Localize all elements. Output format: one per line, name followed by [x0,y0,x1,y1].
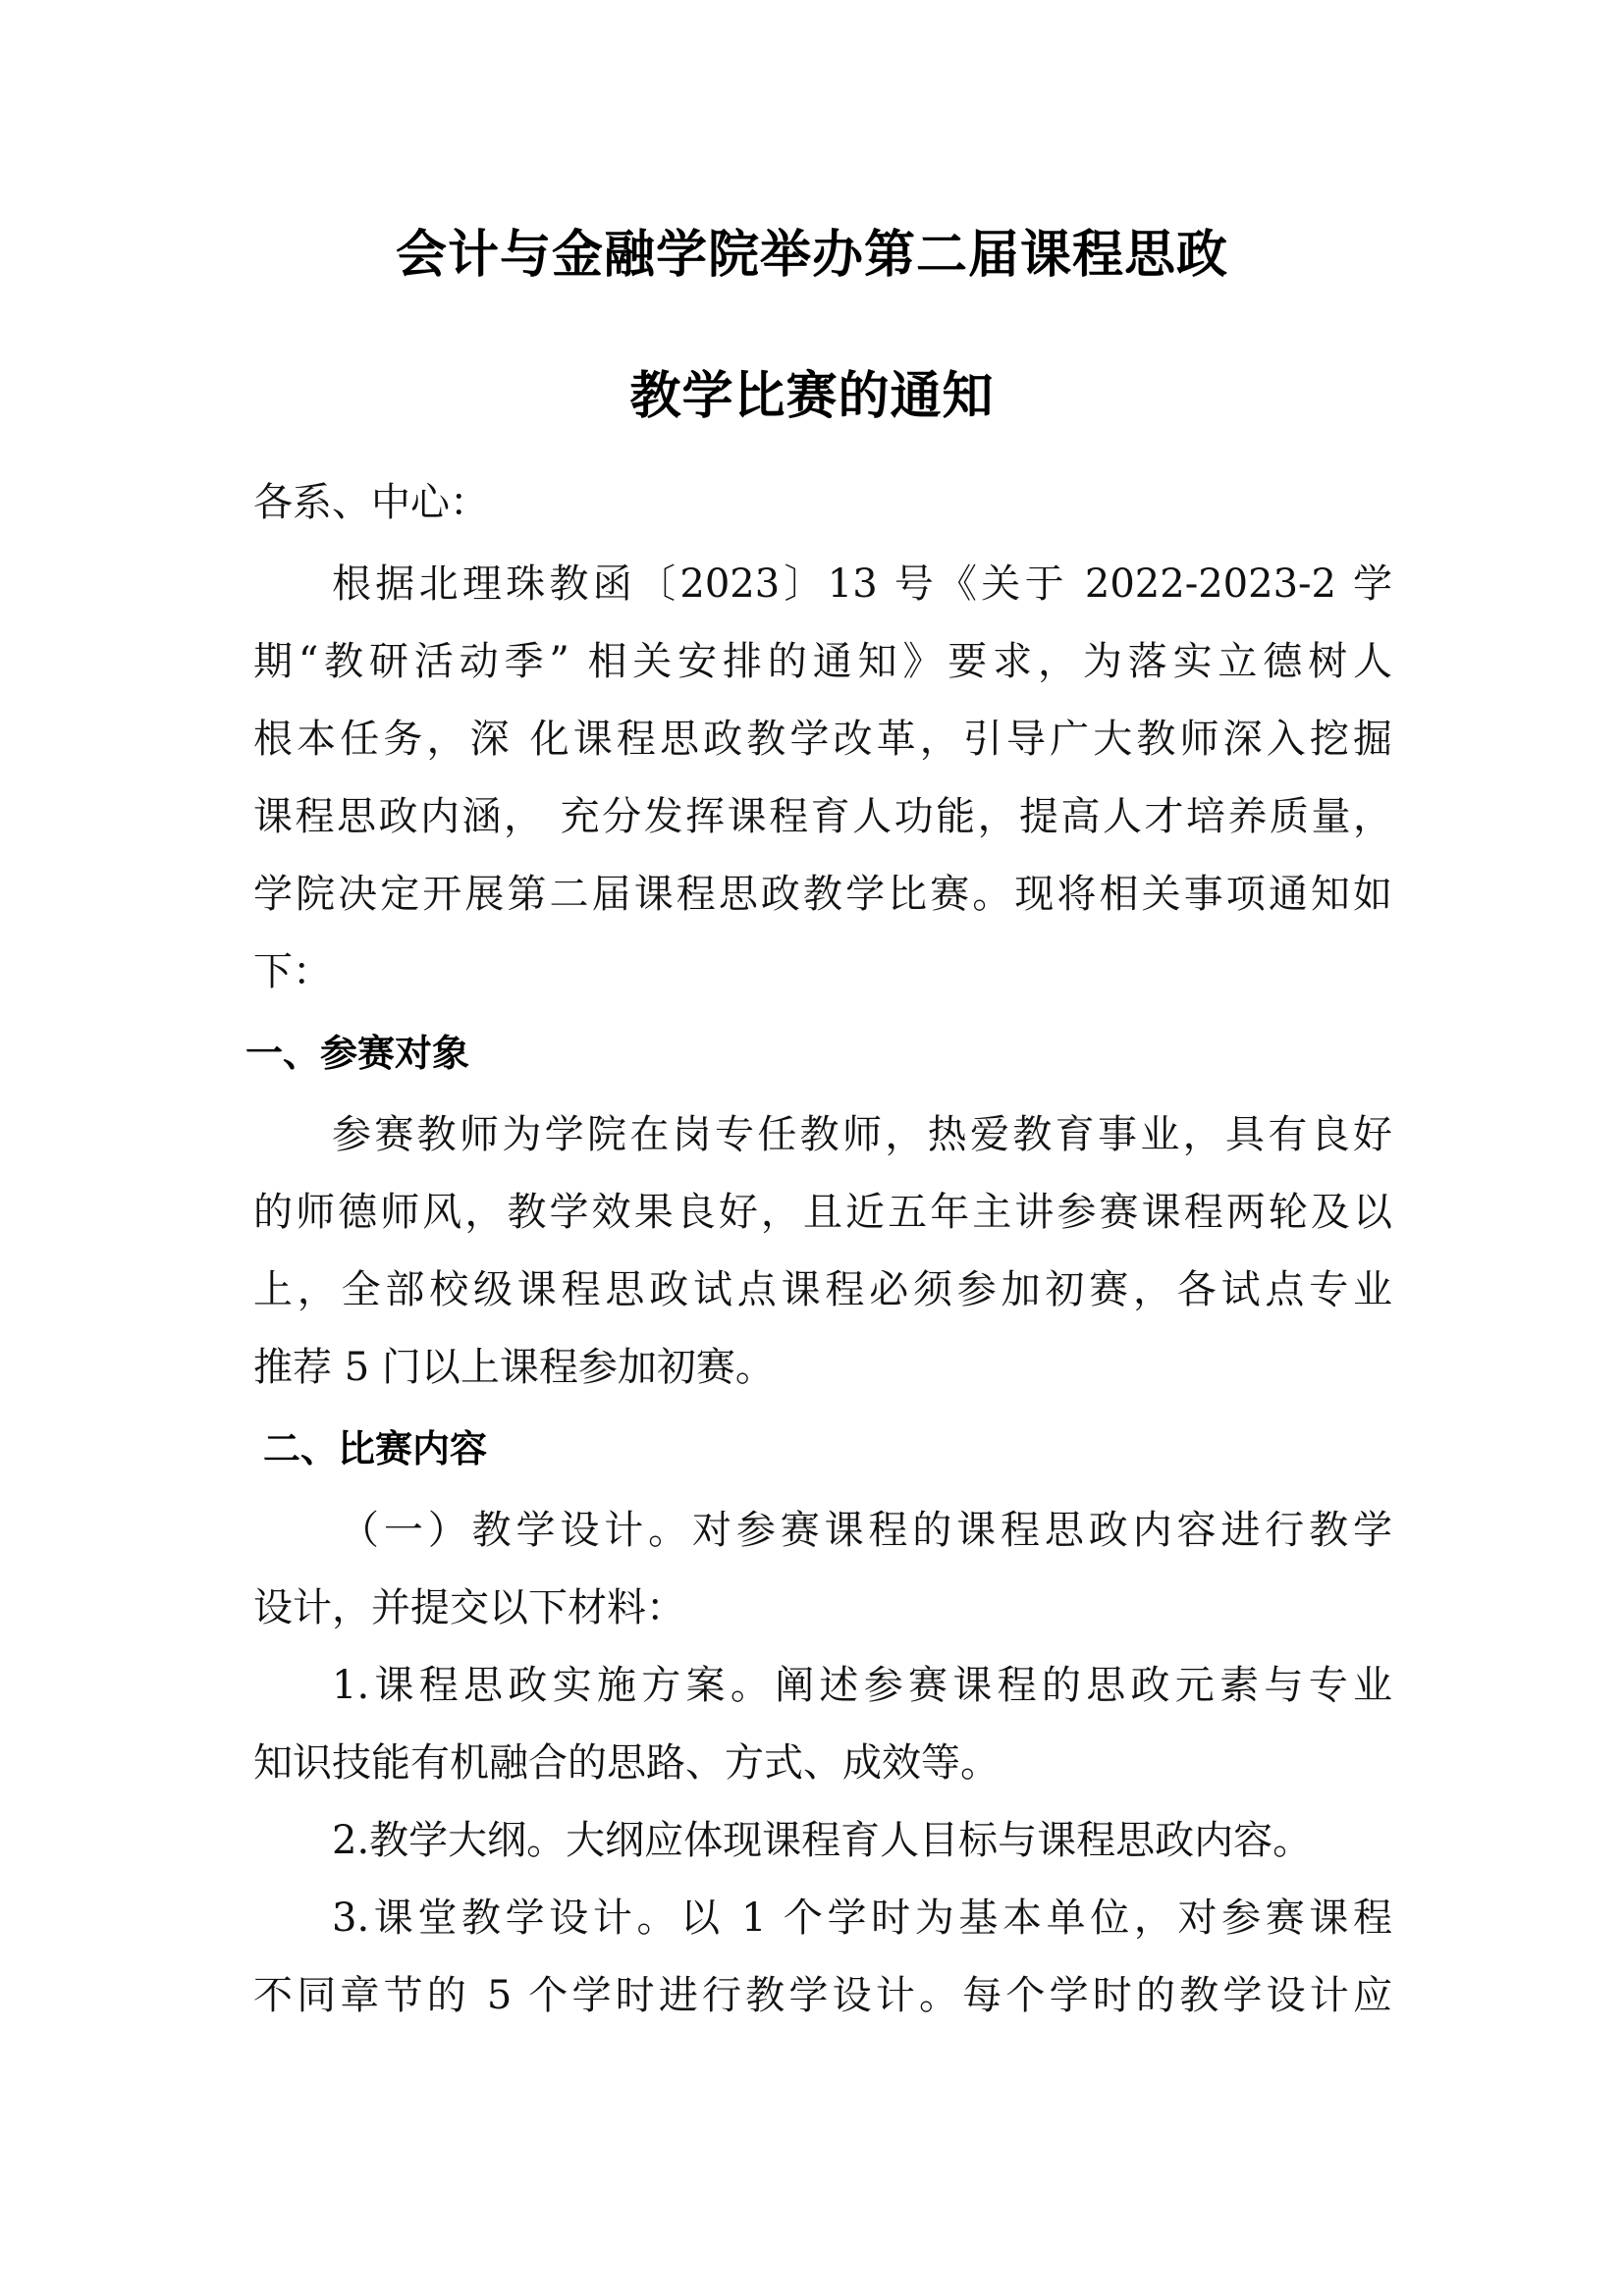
section1-line: 上，全部校级课程思政试点课程必须参加初赛，各试点专业 [253,1267,1392,1312]
intro-line: 学院决定开展第二届课程思政教学比赛。现将相关事项通知如 [253,872,1392,917]
section2-item3-line: 3.课堂教学设计。以 1 个学时为基本单位，对参赛课程 [332,1896,1392,1941]
document-title-line-1: 会计与金融学院举办第二届课程思政 [395,226,1228,285]
section-heading-content: 二、比赛内容 [263,1427,488,1470]
section2-item1-line: 知识技能有机融合的思路、方式、成效等。 [253,1740,1000,1786]
document-title-line-2: 教学比赛的通知 [629,367,995,426]
section2-item3-line: 不同章节的 5 个学时进行教学设计。每个学时的教学设计应 [253,1973,1392,2018]
intro-line: 根本任务，深 化课程思政教学改革，引导广大教师深入挖掘 [253,717,1392,762]
section2-sub1-line: （一）教学设计。对参赛课程的课程思政内容进行教学 [340,1508,1392,1553]
intro-line: 课程思政内涵， 充分发挥课程育人功能，提高人才培养质量， [253,794,1392,839]
intro-line: 下： [253,949,332,994]
section2-item1-line: 1.课程思政实施方案。阐述参赛课程的思政元素与专业 [332,1663,1392,1708]
section2-sub1-line: 设计，并提交以下材料： [253,1585,685,1630]
section1-line: 推荐 5 门以上课程参加初赛。 [253,1345,775,1390]
salutation: 各系、中心： [253,480,489,525]
intro-line: 期“教研活动季” 相关安排的通知》要求，为落实立德树人 [253,639,1392,684]
intro-line: 根据北理珠教函〔2023〕13 号《关于 2022-2023-2 学 [332,561,1392,607]
section-heading-participants: 一、参赛对象 [245,1032,470,1075]
section2-item2-line: 2.教学大纲。大纲应体现课程育人目标与课程思政内容。 [332,1818,1313,1863]
section1-line: 参赛教师为学院在岗专任教师，热爱教育事业，具有良好 [332,1112,1392,1157]
section1-line: 的师德师风，教学效果良好，且近五年主讲参赛课程两轮及以 [253,1190,1392,1235]
